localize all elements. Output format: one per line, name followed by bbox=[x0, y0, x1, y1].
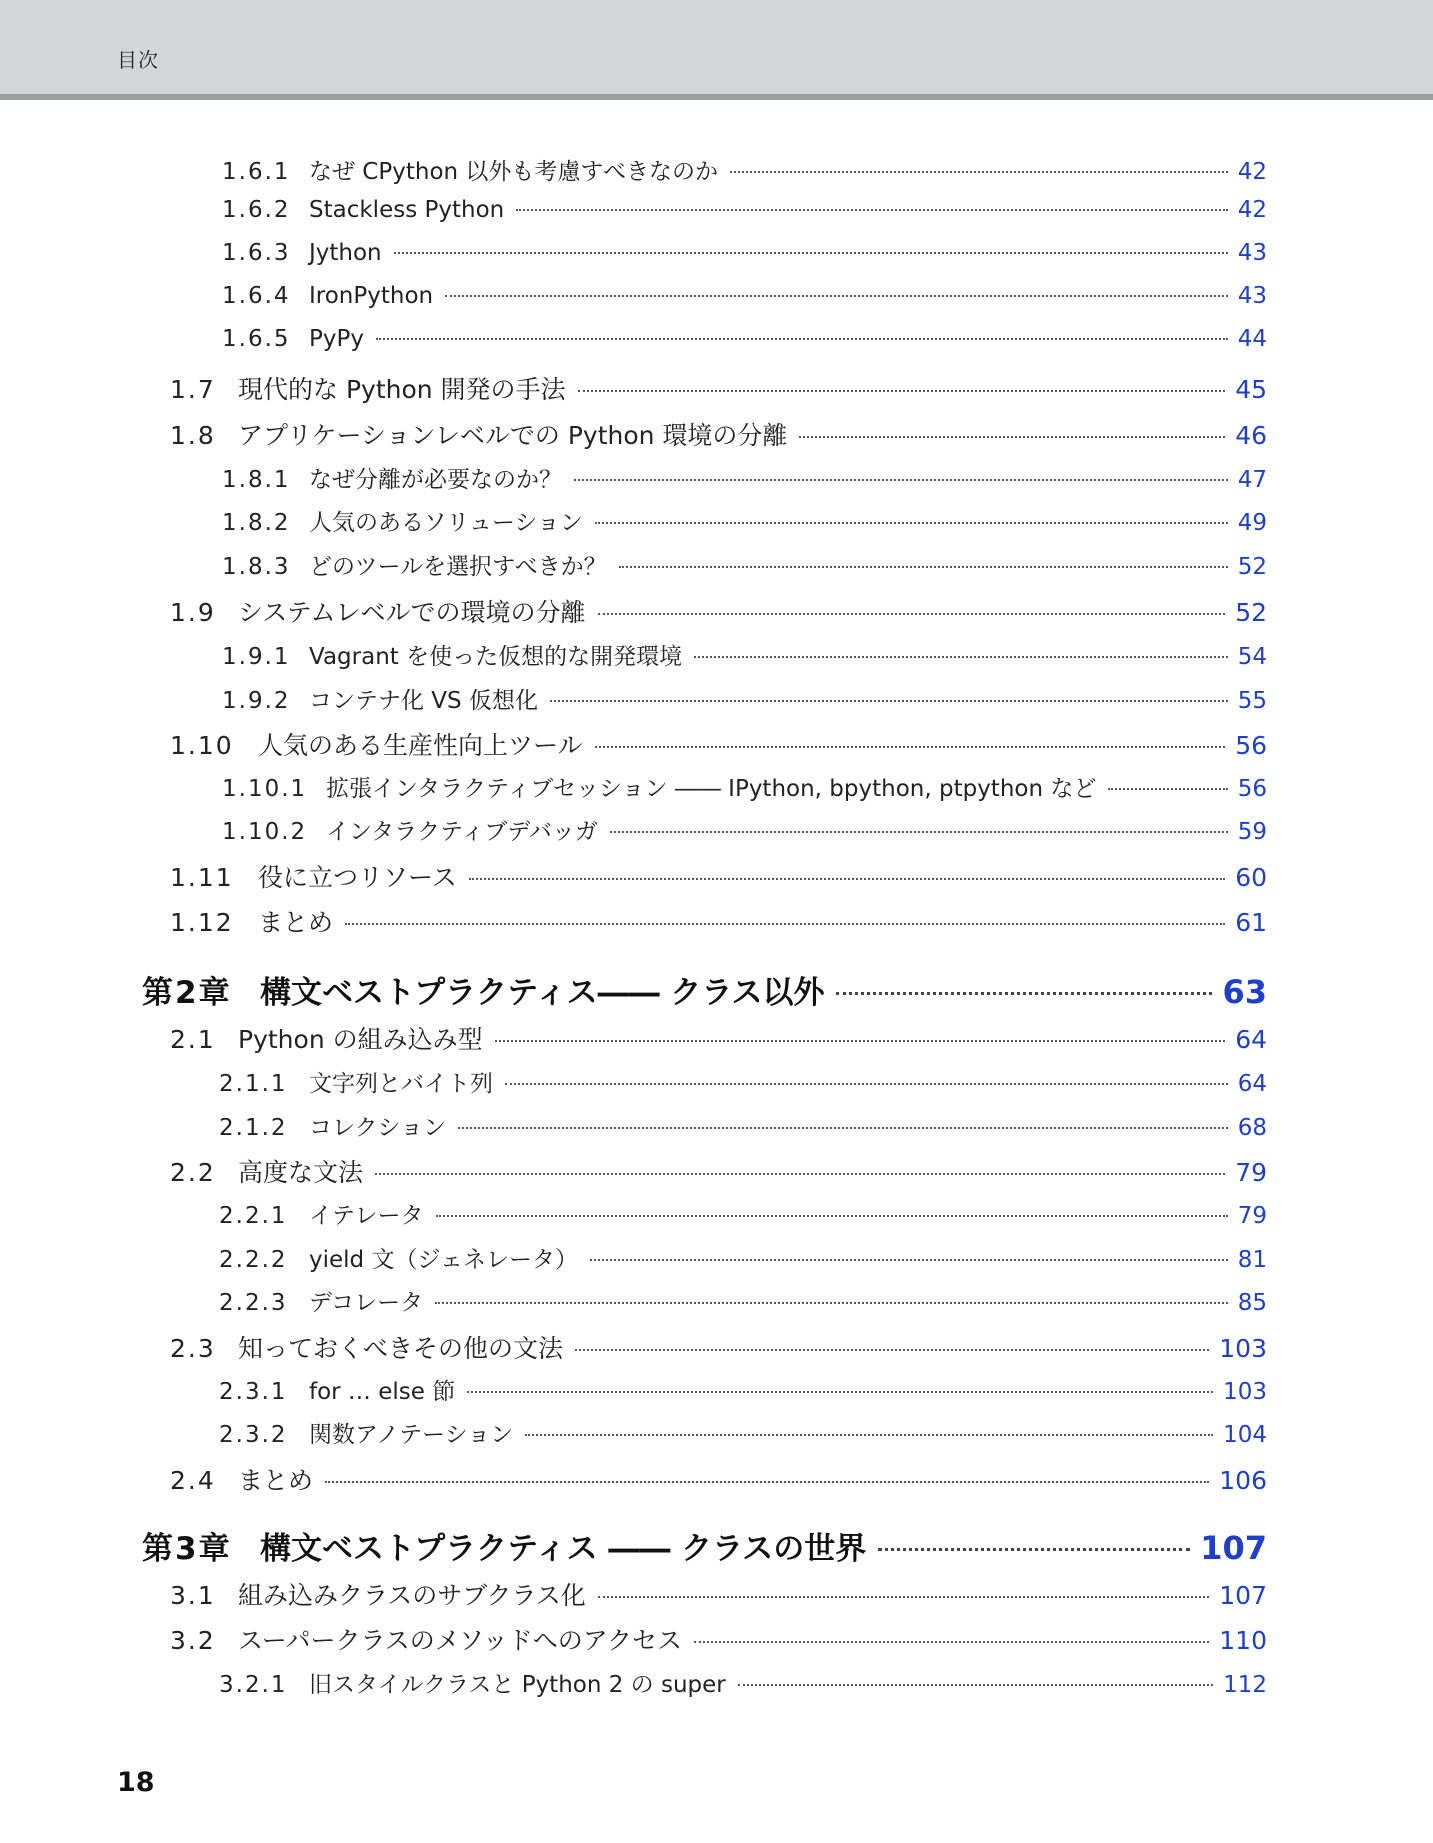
toc-entry-number: 2.2.3 bbox=[219, 1290, 288, 1316]
dot-leader bbox=[516, 209, 1227, 211]
toc-page-link[interactable]: 112 bbox=[1223, 1672, 1267, 1698]
toc-entry-number: 1.12 bbox=[170, 908, 234, 937]
toc-entry-label: インタラクティブデバッガ bbox=[326, 819, 598, 845]
dot-leader bbox=[525, 1434, 1213, 1436]
dot-leader bbox=[435, 1302, 1228, 1304]
toc-entry-label: 知っておくべきその他の文法 bbox=[238, 1334, 564, 1363]
dot-leader bbox=[694, 1641, 1209, 1643]
toc-entry-number: 3.2.1 bbox=[219, 1672, 288, 1698]
dot-leader bbox=[694, 656, 1228, 658]
toc-entry-label: Jython bbox=[309, 240, 382, 266]
toc-page-link[interactable]: 55 bbox=[1237, 688, 1267, 714]
dot-leader bbox=[495, 1040, 1226, 1042]
toc-page-link[interactable]: 79 bbox=[1237, 1203, 1267, 1229]
toc-entry-number: 2.3.1 bbox=[219, 1379, 288, 1405]
toc-entry-number: 1.7 bbox=[170, 375, 216, 404]
toc-entry-label: なぜ分離が必要なのか？ bbox=[309, 467, 562, 493]
toc-page-link[interactable]: 64 bbox=[1237, 1071, 1267, 1097]
toc-page-link[interactable]: 45 bbox=[1235, 375, 1267, 404]
toc-page-link[interactable]: 43 bbox=[1237, 283, 1267, 309]
toc-entry-number: 2.2.2 bbox=[219, 1247, 288, 1273]
toc-page-link[interactable]: 44 bbox=[1237, 326, 1267, 352]
toc-page-link[interactable]: 56 bbox=[1235, 731, 1267, 760]
toc-entry-number: 3.2 bbox=[170, 1626, 216, 1655]
toc-chapter-2[interactable] bbox=[142, 967, 1267, 1012]
toc-entry-2-4[interactable] bbox=[170, 1461, 1267, 1497]
toc-page-link[interactable]: 64 bbox=[1235, 1025, 1267, 1054]
chapter-number: 第3章 bbox=[142, 1531, 232, 1567]
toc-entry-2-2[interactable] bbox=[170, 1153, 1267, 1189]
toc-entry-number: 1.6.5 bbox=[222, 326, 291, 352]
toc-entry-label: 人気のある生産性向上ツール bbox=[258, 731, 583, 760]
toc-entry-label: コンテナ化 VS 仮想化 bbox=[309, 688, 538, 714]
dot-leader bbox=[738, 1684, 1213, 1686]
toc-entry-1-9-1[interactable] bbox=[222, 638, 1267, 671]
toc-entry-2-1[interactable] bbox=[170, 1020, 1267, 1056]
dot-leader bbox=[610, 831, 1228, 833]
toc-entry-label: コレクション bbox=[309, 1115, 447, 1141]
toc-entry-2-3-2[interactable] bbox=[219, 1416, 1267, 1449]
toc-entry-2-3-1[interactable] bbox=[219, 1373, 1267, 1406]
dot-leader bbox=[598, 613, 1226, 615]
toc-entry-label: システムレベルでの環境の分離 bbox=[238, 598, 586, 627]
toc-page-link[interactable]: 104 bbox=[1223, 1422, 1267, 1448]
toc-page-link[interactable]: 52 bbox=[1235, 598, 1267, 627]
toc-page-link[interactable]: 107 bbox=[1200, 1529, 1267, 1567]
toc-page-link[interactable]: 56 bbox=[1237, 776, 1267, 802]
toc-entry-2-1-1[interactable] bbox=[219, 1065, 1267, 1098]
toc-page-link[interactable]: 110 bbox=[1219, 1626, 1267, 1655]
toc-page-link[interactable]: 68 bbox=[1237, 1115, 1267, 1141]
dot-leader bbox=[436, 1215, 1228, 1217]
toc-entry-1-8-2[interactable] bbox=[222, 504, 1267, 537]
toc-page-link[interactable]: 81 bbox=[1237, 1247, 1267, 1273]
toc-entry-1-7[interactable] bbox=[170, 370, 1267, 406]
toc-entry-label: 人気のあるソリューション bbox=[309, 510, 583, 536]
dot-leader bbox=[325, 1481, 1209, 1483]
toc-entry-number: 1.10 bbox=[170, 731, 234, 760]
toc-entry-number: 1.10.1 bbox=[222, 776, 308, 802]
toc-entry-1-10[interactable] bbox=[170, 726, 1267, 762]
toc-entry-1-12[interactable] bbox=[170, 903, 1267, 939]
dot-leader bbox=[575, 1349, 1209, 1351]
toc-page-link[interactable]: 103 bbox=[1219, 1334, 1267, 1363]
toc-entry-label: なぜ CPython 以外も考慮すべきなのか bbox=[309, 159, 718, 185]
toc-entry-1-9[interactable] bbox=[170, 593, 1267, 629]
toc-entry-label: イテレータ bbox=[309, 1203, 424, 1229]
toc-entry-number: 2.1.1 bbox=[219, 1071, 288, 1097]
chapter-title: 構文ベストプラクティス―― クラス以外 bbox=[260, 975, 825, 1011]
toc-entry-1-8[interactable] bbox=[170, 416, 1267, 452]
dot-leader bbox=[469, 878, 1225, 880]
running-header-title: 目次 bbox=[117, 48, 159, 72]
toc-entry-number: 2.1 bbox=[170, 1025, 216, 1054]
toc-entry-label: 拡張インタラクティブセッション ―― IPython, bpython, ptpython など bbox=[326, 776, 1097, 802]
toc-entry-label: 旧スタイルクラスと Python 2 の super bbox=[309, 1672, 726, 1698]
toc-entry-label: 文字列とバイト列 bbox=[309, 1071, 493, 1097]
toc-entry-label: スーパークラスのメソッドへのアクセス bbox=[238, 1626, 683, 1655]
toc-entry-label: まとめ bbox=[258, 908, 334, 937]
toc-entry-number: 2.2.1 bbox=[219, 1203, 288, 1229]
toc-entry-label: IronPython bbox=[309, 283, 434, 309]
toc-entry-3-2[interactable] bbox=[170, 1621, 1267, 1657]
toc-page-link[interactable]: 63 bbox=[1222, 973, 1267, 1011]
toc-entry-1-6-1[interactable] bbox=[222, 153, 1267, 186]
toc-entry-number: 3.1 bbox=[170, 1581, 216, 1610]
dot-leader bbox=[590, 1259, 1228, 1261]
toc-entry-label: どのツールを選択すべきか？ bbox=[309, 554, 607, 580]
toc-entry-number: 1.10.2 bbox=[222, 819, 308, 845]
toc-entry-2-2-1[interactable] bbox=[219, 1197, 1267, 1230]
toc-page-link[interactable]: 106 bbox=[1219, 1466, 1267, 1495]
toc-entry-number: 1.6.4 bbox=[222, 283, 291, 309]
toc-page-link[interactable]: 60 bbox=[1235, 863, 1267, 892]
toc-entry-1-8-3[interactable] bbox=[222, 548, 1267, 581]
dot-leader bbox=[345, 923, 1225, 925]
toc-entry-1-6-3[interactable] bbox=[222, 240, 1267, 266]
toc-entry-number: 1.6.1 bbox=[222, 159, 291, 185]
dot-leader bbox=[467, 1391, 1213, 1393]
dot-leader bbox=[595, 522, 1228, 524]
dot-leader bbox=[598, 1596, 1210, 1598]
dot-leader bbox=[550, 700, 1228, 702]
dot-leader bbox=[505, 1083, 1228, 1085]
toc-entry-number: 2.1.2 bbox=[219, 1115, 288, 1141]
dot-leader bbox=[1108, 788, 1227, 790]
toc-entry-number: 1.8 bbox=[170, 421, 216, 450]
toc-entry-label: 現代的な Python 開発の手法 bbox=[238, 375, 566, 404]
toc-entry-label: まとめ bbox=[238, 1466, 314, 1495]
toc-entry-1-6-2[interactable] bbox=[222, 197, 1267, 223]
toc-page-link[interactable]: 49 bbox=[1237, 510, 1267, 536]
toc-chapter-3[interactable] bbox=[142, 1523, 1267, 1568]
toc-entry-1-9-2[interactable] bbox=[222, 682, 1267, 715]
toc-page-link[interactable]: 46 bbox=[1235, 421, 1267, 450]
toc-entry-2-2-3[interactable] bbox=[219, 1284, 1267, 1317]
toc-page-link[interactable]: 54 bbox=[1237, 644, 1267, 670]
toc-entry-label: 組み込みクラスのサブクラス化 bbox=[238, 1581, 586, 1610]
toc-entry-label: デコレータ bbox=[309, 1290, 424, 1316]
toc-entry-number: 1.11 bbox=[170, 863, 234, 892]
toc-page-link[interactable]: 43 bbox=[1237, 240, 1267, 266]
toc-page-link[interactable]: 47 bbox=[1237, 467, 1267, 493]
dot-leader bbox=[394, 252, 1228, 254]
dot-leader bbox=[799, 436, 1225, 438]
toc-entry-label: 役に立つリソース bbox=[258, 863, 457, 892]
toc-entry-label: 関数アノテーション bbox=[309, 1422, 514, 1448]
dot-leader bbox=[878, 1548, 1190, 1551]
toc-entry-2-3[interactable] bbox=[170, 1329, 1267, 1365]
toc-entry-label: Stackless Python bbox=[309, 197, 505, 223]
dot-leader bbox=[836, 992, 1212, 995]
chapter-number: 第2章 bbox=[142, 975, 232, 1011]
toc-entry-label: PyPy bbox=[309, 326, 364, 352]
toc-entry-1-6-5[interactable] bbox=[222, 326, 1267, 352]
toc-entry-1-10-2[interactable] bbox=[222, 813, 1267, 846]
page-number: 18 bbox=[117, 1767, 155, 1798]
toc-entry-label: 高度な文法 bbox=[238, 1158, 364, 1187]
dot-leader bbox=[375, 1173, 1225, 1175]
toc-page-link[interactable]: 61 bbox=[1235, 908, 1267, 937]
toc-entry-2-2-2[interactable] bbox=[219, 1241, 1267, 1274]
toc-entry-number: 1.8.2 bbox=[222, 510, 291, 536]
dot-leader bbox=[619, 566, 1228, 568]
toc-entry-number: 1.6.2 bbox=[222, 197, 291, 223]
dot-leader bbox=[730, 171, 1228, 173]
toc-page-link[interactable]: 59 bbox=[1237, 819, 1267, 845]
dot-leader bbox=[376, 338, 1228, 340]
toc-page-link[interactable]: 42 bbox=[1237, 159, 1267, 185]
dot-leader bbox=[445, 295, 1228, 297]
toc-entry-number: 1.8.1 bbox=[222, 467, 291, 493]
toc-entry-number: 1.9 bbox=[170, 598, 216, 627]
toc-entry-number: 1.9.1 bbox=[222, 644, 291, 670]
toc-entry-number: 1.6.3 bbox=[222, 240, 291, 266]
toc-entry-number: 2.3 bbox=[170, 1334, 216, 1363]
toc-entry-number: 1.8.3 bbox=[222, 554, 291, 580]
toc-entry-number: 1.9.2 bbox=[222, 688, 291, 714]
toc-entry-1-6-4[interactable] bbox=[222, 283, 1267, 309]
chapter-title: 構文ベストプラクティス ―― クラスの世界 bbox=[260, 1531, 867, 1567]
toc-entry-1-11[interactable] bbox=[170, 858, 1267, 894]
toc-entry-label: for … else 節 bbox=[309, 1379, 456, 1405]
toc-page-link[interactable]: 107 bbox=[1219, 1581, 1267, 1610]
toc-page-link[interactable]: 85 bbox=[1237, 1290, 1267, 1316]
toc-page-link[interactable]: 79 bbox=[1235, 1158, 1267, 1187]
toc-page-link[interactable]: 52 bbox=[1237, 554, 1267, 580]
toc-entry-label: Vagrant を使った仮想的な開発環境 bbox=[309, 644, 683, 670]
toc-entry-3-1[interactable] bbox=[170, 1576, 1267, 1612]
toc-entry-number: 2.4 bbox=[170, 1466, 216, 1495]
toc-entry-3-2-1[interactable] bbox=[219, 1666, 1267, 1699]
dot-leader bbox=[458, 1127, 1228, 1129]
toc-page-link[interactable]: 103 bbox=[1223, 1379, 1267, 1405]
toc-entry-number: 2.2 bbox=[170, 1158, 216, 1187]
toc-entry-label: Python の組み込み型 bbox=[238, 1025, 483, 1054]
toc-entry-label: アプリケーションレベルでの Python 環境の分離 bbox=[238, 421, 788, 450]
dot-leader bbox=[595, 746, 1226, 748]
toc-entry-1-10-1[interactable] bbox=[222, 770, 1267, 803]
toc-entry-label: yield 文（ジェネレータ） bbox=[309, 1247, 578, 1273]
toc-entry-number: 2.3.2 bbox=[219, 1422, 288, 1448]
toc-entry-1-8-1[interactable] bbox=[222, 461, 1267, 494]
toc-page-link[interactable]: 42 bbox=[1237, 197, 1267, 223]
dot-leader bbox=[574, 479, 1228, 481]
dot-leader bbox=[578, 390, 1226, 392]
toc-entry-2-1-2[interactable] bbox=[219, 1109, 1267, 1142]
